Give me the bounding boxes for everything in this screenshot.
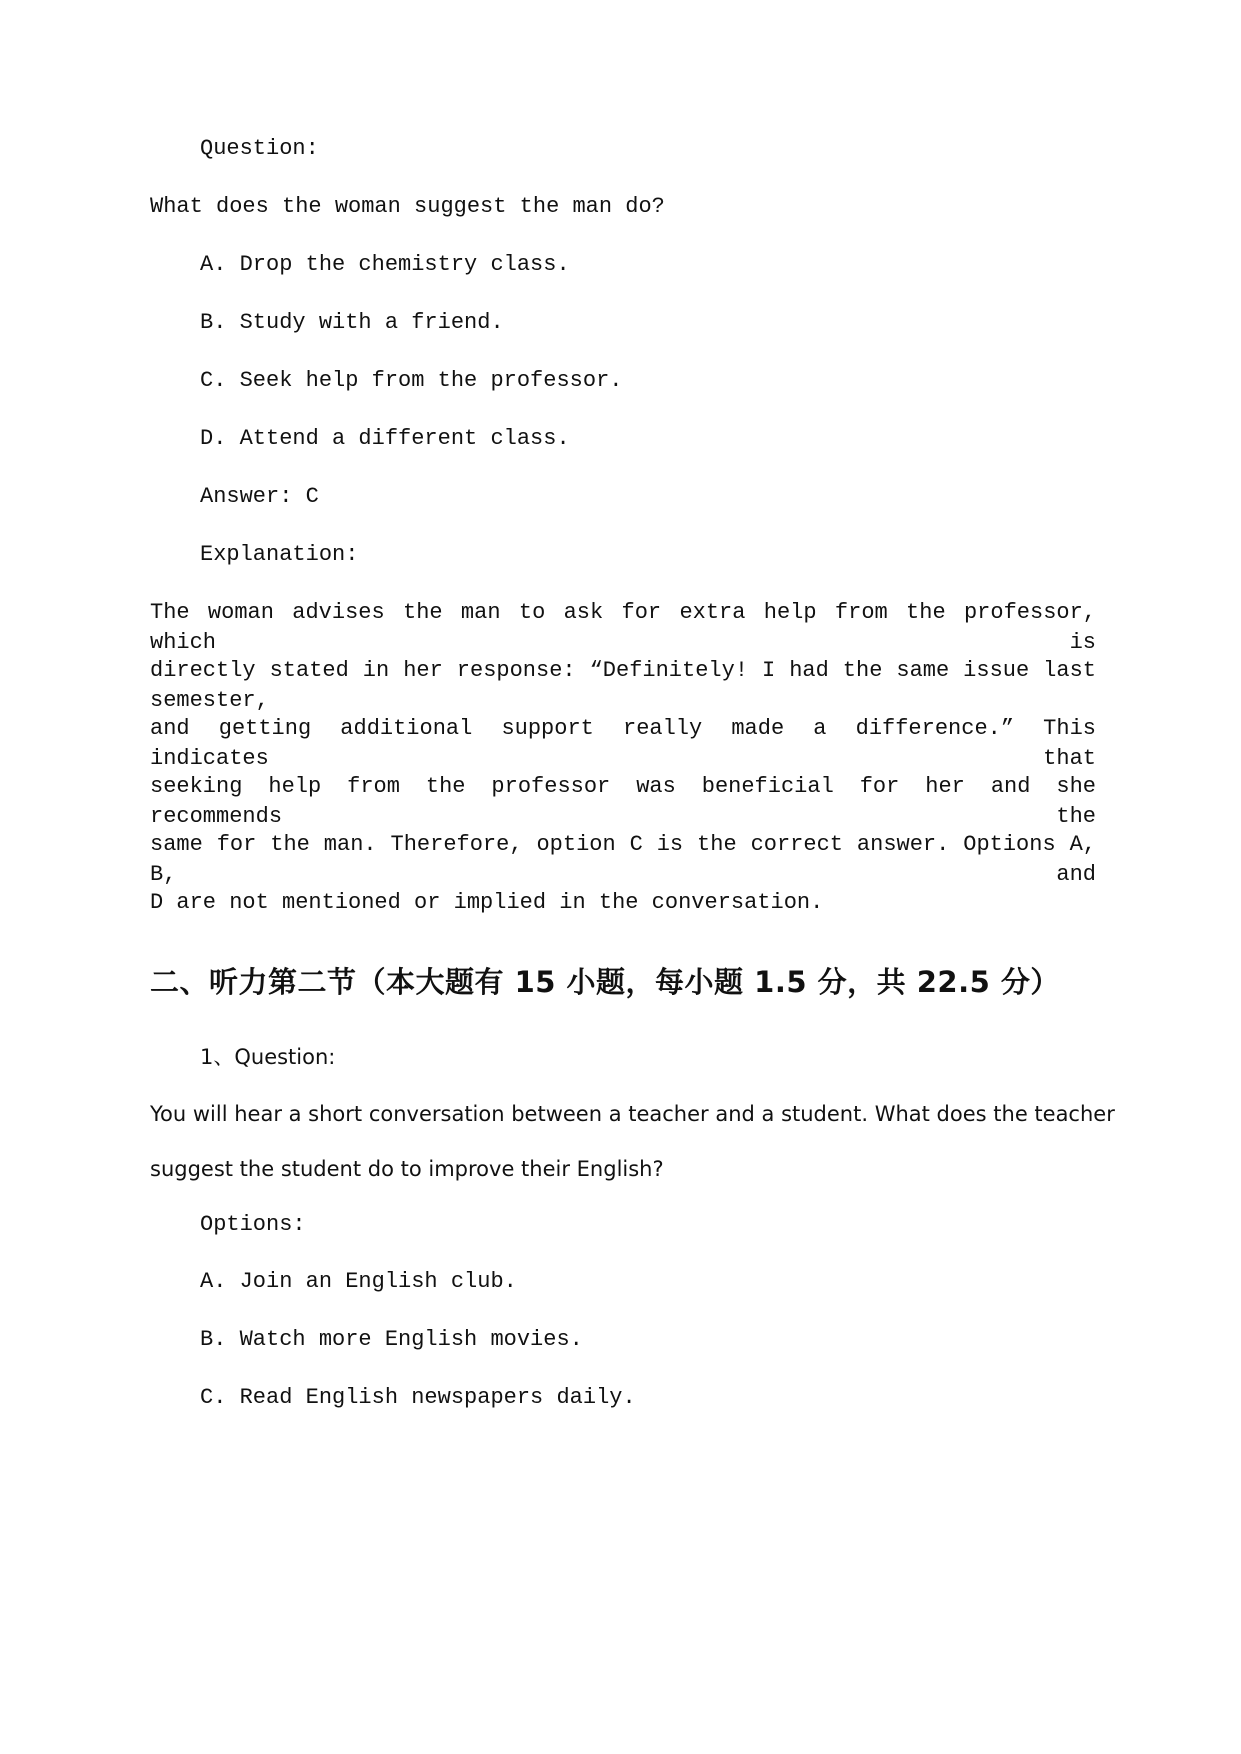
question-label: 1、Question: <box>200 1045 336 1069</box>
explanation-line: D are not mentioned or implied in the conversation. <box>150 890 824 915</box>
question-label: Question: <box>200 136 319 161</box>
explanation-line: The woman advises the man to ask for extra help from the professor, which is <box>150 600 1096 655</box>
option-a: A. Join an English club. <box>200 1269 517 1294</box>
explanation-line: seeking help from the professor was beneficial for her and she recommends the <box>150 774 1096 829</box>
explanation-line: directly stated in her response: “Definitely! I had the same issue last semester, <box>150 658 1096 713</box>
option-a: A. Drop the chemistry class. <box>200 252 570 277</box>
section-heading: 二、听力第二节（本大题有 15 小题，每小题 1.5 分，共 22.5 分） <box>150 965 1060 999</box>
option-b: B. Watch more English movies. <box>200 1327 583 1352</box>
option-d: D. Attend a different class. <box>200 426 570 451</box>
explanation-line: and getting additional support really made a difference.” This indicates that <box>150 716 1096 771</box>
question-text: suggest the student do to improve their English? <box>150 1157 664 1181</box>
option-c: C. Read English newspapers daily. <box>200 1385 636 1410</box>
explanation-line: same for the man. Therefore, option C is the correct answer. Options A, B, and <box>150 832 1096 887</box>
answer-text: Answer: C <box>200 484 319 509</box>
option-b: B. Study with a friend. <box>200 310 504 335</box>
explanation-label: Explanation: <box>200 542 359 567</box>
question-text: What does the woman suggest the man do? <box>150 194 665 219</box>
question-text: You will hear a short conversation between a teacher and a student. What does the teacher <box>150 1102 1115 1126</box>
option-c: C. Seek help from the professor. <box>200 368 623 393</box>
options-label: Options: <box>200 1212 306 1237</box>
